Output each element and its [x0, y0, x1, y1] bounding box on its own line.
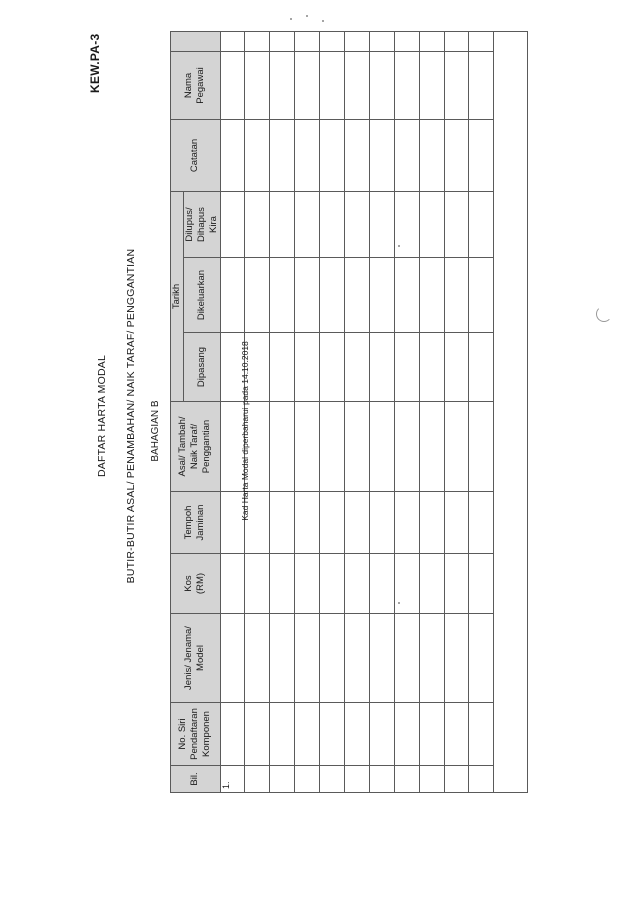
table-cell: [469, 402, 494, 492]
table-cell: [320, 258, 345, 333]
table-cell: [295, 703, 320, 766]
table-cell: [419, 32, 444, 52]
table-cell: [444, 333, 469, 402]
table-cell: [419, 766, 444, 793]
document-subtitle: BUTIR-BUTIR ASAL/ PENAMBAHAN/ NAIK TARAF/ PENGGANTIAN: [125, 248, 137, 584]
table-cell: [295, 32, 320, 52]
table-cell: [320, 554, 345, 614]
table-cell: [344, 703, 369, 766]
table-cell: [369, 52, 394, 120]
table-cell: [444, 614, 469, 703]
note-cell: [494, 32, 528, 793]
row-number-cell: 1.: [220, 766, 245, 793]
table-cell: [295, 614, 320, 703]
scan-speck: [322, 20, 324, 22]
table-cell: [220, 192, 245, 258]
table-cell: [419, 333, 444, 402]
document-title: DAFTAR HARTA MODAL: [96, 354, 108, 478]
table-cell: [469, 766, 494, 793]
table-cell: [295, 258, 320, 333]
col-header-catatan: Catatan: [171, 120, 221, 192]
table-cell: [444, 192, 469, 258]
table-cell: [344, 120, 369, 192]
col-header-tempoh: Tempoh Jaminan: [171, 492, 221, 554]
table-cell: [369, 258, 394, 333]
table-cell: [419, 402, 444, 492]
table-cell: [270, 402, 295, 492]
table-cell: [344, 32, 369, 52]
table-cell: [469, 32, 494, 52]
table-cell: [444, 554, 469, 614]
table-cell: [469, 192, 494, 258]
table-row: [270, 32, 295, 793]
table-row: [394, 32, 419, 793]
renewal-note: Kad Harta Modal diperbaharui pada 14.10.2018: [240, 341, 250, 521]
table-cell: [344, 52, 369, 120]
table-cell: [270, 766, 295, 793]
table-cell: [270, 120, 295, 192]
table-cell: [394, 32, 419, 52]
table-row: [444, 32, 469, 793]
col-header-asal: Asal/ Tambah/ Naik Taraf/ Penggantian: [171, 402, 221, 492]
table-cell: [419, 554, 444, 614]
table-cell: [469, 258, 494, 333]
table-cell: [394, 120, 419, 192]
asset-table: [170, 31, 528, 793]
col-header-no-siri: No. Siri Pendaftaran Komponen: [171, 703, 221, 766]
table-cell: [270, 554, 295, 614]
table-cell: [344, 492, 369, 554]
table-cell: [469, 492, 494, 554]
col-header-jenis: Jenis/ Jenama/ Model: [171, 614, 221, 703]
table-cell: [394, 192, 419, 258]
scan-speck: [290, 18, 292, 20]
table-row: [320, 32, 345, 793]
table-cell: [394, 614, 419, 703]
table-cell: [245, 120, 270, 192]
table-cell: [295, 120, 320, 192]
table-cell: [369, 192, 394, 258]
form-code: KEW.PA-3: [88, 33, 102, 93]
scan-speck: [306, 15, 308, 17]
table-cell: [419, 614, 444, 703]
table-cell: [444, 492, 469, 554]
table-cell: [295, 402, 320, 492]
table-cell: [295, 554, 320, 614]
table-cell: [320, 120, 345, 192]
table-cell: [295, 766, 320, 793]
table-cell: [469, 120, 494, 192]
table-cell: [270, 52, 295, 120]
table-cell: [369, 32, 394, 52]
table-cell: [320, 614, 345, 703]
table-cell: [220, 614, 245, 703]
table-row: [369, 32, 394, 793]
col-header-bil: Bil.: [171, 766, 221, 793]
table-row: [469, 32, 494, 793]
table-cell: [320, 766, 345, 793]
table-cell: [344, 402, 369, 492]
table-cell: [344, 192, 369, 258]
table-cell: [444, 402, 469, 492]
col-header-kos: Kos (RM): [171, 554, 221, 614]
table-cell: [245, 766, 270, 793]
table-cell: [344, 614, 369, 703]
table-cell: [344, 554, 369, 614]
table-cell: [369, 333, 394, 402]
table-cell: [369, 492, 394, 554]
table-cell: [394, 52, 419, 120]
table-cell: [270, 492, 295, 554]
table-cell: [394, 554, 419, 614]
table-cell: [220, 52, 245, 120]
table-cell: [419, 492, 444, 554]
note-row: [494, 32, 528, 793]
table-cell: [245, 192, 270, 258]
table-cell: [320, 52, 345, 120]
table-cell: [394, 402, 419, 492]
table-cell: [369, 766, 394, 793]
table-cell: [394, 492, 419, 554]
table-cell: [419, 120, 444, 192]
table-body: [220, 32, 528, 793]
col-header-blank: [171, 32, 221, 52]
table-cell: [394, 766, 419, 793]
scan-speck: [398, 245, 400, 247]
table-cell: [320, 333, 345, 402]
table-cell: [270, 258, 295, 333]
table-cell: [220, 120, 245, 192]
col-header-nama-pegawai: Nama Pegawai: [171, 52, 221, 120]
table-cell: [320, 402, 345, 492]
hole-punch-mark: [596, 306, 612, 322]
table-cell: [320, 492, 345, 554]
table-cell: [270, 703, 295, 766]
scan-speck: [398, 602, 400, 604]
table-cell: [270, 192, 295, 258]
table-cell: [419, 258, 444, 333]
table-row: [295, 32, 320, 793]
table-cell: [270, 32, 295, 52]
col-header-dilupus: Dilupus/ Dihapus Kira: [183, 192, 220, 258]
table-cell: [344, 766, 369, 793]
table-cell: [444, 258, 469, 333]
table-cell: [295, 52, 320, 120]
table-cell: [295, 333, 320, 402]
table-cell: [320, 32, 345, 52]
col-header-dipasang: Dipasang: [183, 333, 220, 402]
table-cell: [444, 766, 469, 793]
table-cell: [469, 333, 494, 402]
table-cell: [469, 614, 494, 703]
table-row: [419, 32, 444, 793]
table-cell: [369, 120, 394, 192]
table-cell: [270, 614, 295, 703]
col-header-dikeluarkan: Dikeluarkan: [183, 258, 220, 333]
section-label: BAHAGIAN B: [150, 400, 161, 462]
table-cell: [394, 333, 419, 402]
table-cell: [270, 333, 295, 402]
table-cell: [369, 554, 394, 614]
col-header-tarikh: Tarikh: [171, 192, 184, 402]
table-cell: [295, 192, 320, 258]
table-cell: [419, 703, 444, 766]
table-cell: [344, 258, 369, 333]
table-cell: [295, 492, 320, 554]
table-cell: [394, 703, 419, 766]
table-cell: [220, 32, 245, 52]
table-cell: [469, 52, 494, 120]
table-cell: [369, 614, 394, 703]
table-cell: [245, 52, 270, 120]
table-cell: [419, 192, 444, 258]
table-cell: [344, 333, 369, 402]
table-cell: [220, 703, 245, 766]
table-cell: [394, 258, 419, 333]
table-cell: [469, 703, 494, 766]
table-cell: [245, 614, 270, 703]
table-row: [344, 32, 369, 793]
table-cell: [444, 32, 469, 52]
table-cell: [369, 703, 394, 766]
table-cell: [245, 32, 270, 52]
table-cell: [444, 52, 469, 120]
table-cell: [369, 402, 394, 492]
table-cell: [245, 703, 270, 766]
table-cell: [320, 703, 345, 766]
table-cell: [444, 120, 469, 192]
table-cell: [320, 192, 345, 258]
table-cell: [419, 52, 444, 120]
table-cell: [444, 703, 469, 766]
table-cell: [469, 554, 494, 614]
